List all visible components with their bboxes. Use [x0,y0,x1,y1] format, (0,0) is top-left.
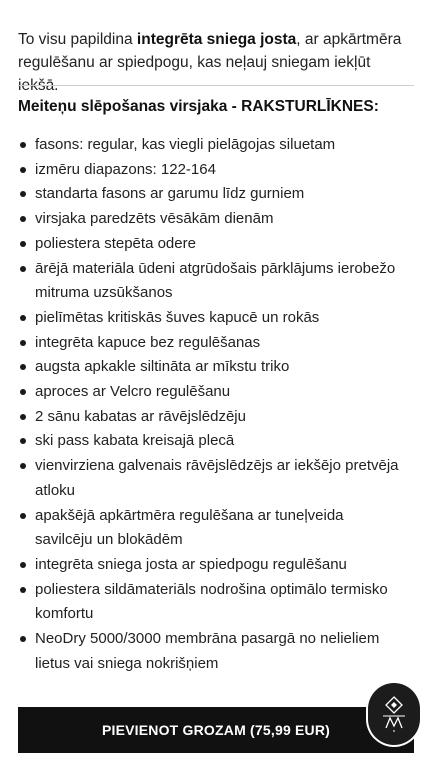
feature-item [18,232,402,257]
feature-item [18,207,402,232]
description-prefix: To visu papildina [18,30,137,48]
bullet-icon [20,587,26,593]
feature-item [18,158,402,183]
feature-text: pielīmētas kritiskās šuves kapucē un rokās [35,308,320,326]
bullet-icon [20,364,26,370]
bullet-icon [20,438,26,444]
bullet-icon [20,340,26,346]
bullet-icon [20,636,26,642]
feature-item [18,380,402,405]
feature-item [18,405,402,430]
bullet-icon [20,315,26,321]
feature-text: ski pass kabata kreisajā plecā [35,432,235,450]
bullet-icon [20,266,26,272]
feature-text: poliestera sildāmateriāls nodrošina optimālo termisko komfortu [35,580,388,623]
bullet-icon [20,142,26,148]
feature-text: augsta apkakle siltināta ar mīkstu triko [35,358,290,376]
bullet-icon [20,216,26,222]
feature-text: NeoDry 5000/3000 membrāna pasargā no nelieliem lietus vai sniega nokrišņiem [35,630,380,672]
feature-text: fasons: regular, kas viegli pielāgojas siluetam [35,136,336,153]
bullet-icon [20,414,26,420]
description-suffix: , ar apkārtmēra regulēšanu ar spiedpogu, kas neļauj sniegam iekļūt iekšā. [18,30,402,94]
feature-item [18,553,402,578]
bullet-icon [20,191,26,197]
feature-item [18,257,402,306]
description-paragraph [18,28,414,97]
features-heading: Meiteņu slēpošanas virsjaka - RAKSTURLĪKNES: [18,98,379,115]
bullet-icon [20,513,26,519]
feature-text: 2 sānu kabatas ar rāvējslēdzēju [35,407,246,425]
description-highlight: integrēta sniega josta [136,30,297,48]
feature-text: vienvirziena galvenais rāvējslēdzējs ar iekšējo pretvēja atloku [35,457,399,499]
feature-item [18,578,402,627]
feature-text: standarta fasons ar garumu līdz gurniem [35,185,305,203]
bullet-icon [20,241,26,247]
feature-item [18,133,402,158]
bullet-icon [20,562,26,568]
brand-badge[interactable] [368,683,420,745]
add-to-cart-button[interactable]: PIEVIENOT GROZAM (75,99 EUR) [18,707,414,753]
feature-text: aproces ar Velcro regulēšanu [35,383,231,401]
feature-item [18,355,402,380]
features-list [18,133,402,676]
feature-text: apakšējā apkārtmēra regulēšana ar tuneļveida savilcēju un blokādēm [35,506,344,549]
bullet-icon [20,463,26,469]
feature-item [18,182,402,207]
feature-text: izmēru diapazons: 122-164 [35,160,216,178]
section-divider [18,85,414,86]
brand-logo-icon [379,694,409,734]
feature-item [18,627,402,676]
feature-text: ārējā materiāla ūdeni atgrūdošais pārklājums ierobežo mitruma uzsūkšanos [35,259,396,302]
feature-text: integrēta sniega josta ar spiedpogu regulēšanu [35,555,347,573]
bullet-icon [20,389,26,395]
feature-item [18,331,402,356]
feature-text: integrēta kapuce bez regulēšanas [35,333,261,351]
feature-item [18,504,402,553]
feature-text: virsjaka paredzēts vēsākām dienām [35,210,274,228]
feature-item [18,454,402,503]
feature-text: poliestera stepēta odere [35,234,196,252]
feature-item [18,429,402,454]
bullet-icon [20,167,26,173]
feature-item [18,306,402,331]
